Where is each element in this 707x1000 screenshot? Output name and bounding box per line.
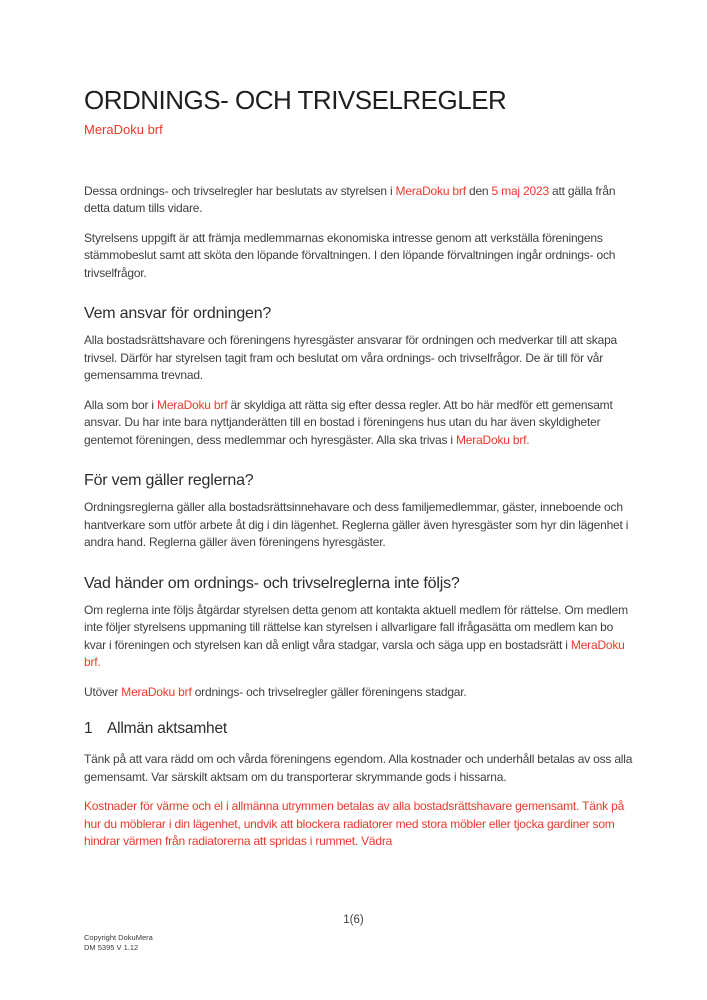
paragraph — [84, 332, 636, 385]
document-subtitle: MeraDoku brf — [84, 121, 163, 137]
paragraph — [84, 499, 636, 552]
paragraph — [84, 602, 636, 672]
paragraph — [84, 798, 636, 851]
highlighted-text-run: MeraDoku brf. — [84, 637, 625, 670]
paragraph — [84, 230, 636, 283]
highlighted-text-run: MeraDoku brf — [121, 684, 192, 699]
highlighted-text-run: 5 maj 2023 — [491, 183, 549, 198]
numbered-section-heading — [84, 719, 636, 739]
section-heading: För vem gäller reglerna? — [84, 472, 254, 490]
body-text-run: den — [465, 183, 492, 198]
body-text-run: Alla bostadsrättshavare och föreningens hyresgäster ansvarar för ordningen och medverkar till att skapa trivsel. Därför har styrelsen tagit fram och beslutat om våra ordnings- och trivselfrågor. De är till för vår gemensamma trevnad. — [84, 333, 618, 383]
highlighted-text-run: Kostnader för värme och el i allmänna utrymmen betalas av alla bostadsrättshavare gemensamt. Tänk på hur du möblerar i din lägenhet, undvik att blockera radiatorer med stora möbler eller tjocka gardiner som hindrar värmen från radiatorerna att spridas i rummet. Vädra — [84, 799, 625, 849]
heading-number: 1 — [84, 720, 93, 738]
copyright-line: Copyright DokuMera — [84, 933, 153, 942]
body-text-run: Ordningsreglerna gäller alla bostadsrättsinnehavare och dess familjemedlemmar, gäster, inneboende och hantverkare som utför arbete åt dig i din lägenhet. Reglerna gäller även hyresgäster som hyr din lägenhet i andra hand. Reglerna gäller även föreningens hyresgäster. — [84, 500, 629, 550]
body-text-run: Utöver — [84, 684, 122, 699]
body-text-run: att gälla från detta datum tills vidare. — [84, 183, 616, 216]
heading-text: Allmän aktsamhet — [107, 720, 227, 738]
highlighted-text-run: MeraDoku brf. — [456, 432, 530, 447]
body-text-run: Tänk på att vara rädd om och vårda föreningens egendom. Alla kostnader och underhåll betalas av oss alla gemensamt. Var särskilt aktsam om du transporterar skrymmande gods i hissarna. — [84, 752, 633, 784]
document-body — [84, 183, 636, 851]
section-heading: Vad händer om ordnings- och trivselreglerna inte följs? — [84, 574, 460, 592]
body-text-run: Styrelsens uppgift är att främja medlemmarnas ekonomiska intresse genom att verkställa föreningens stämmobeslut samt att sköta den löpande förvaltningen. I den löpande förvaltningen ingår ordnings- och trivselfrågor. — [84, 230, 616, 280]
paragraph — [84, 183, 636, 218]
body-text-run: Dessa ordnings- och trivselregler har beslutats av styrelsen i — [84, 183, 396, 198]
paragraph — [84, 751, 636, 786]
body-text-run: ordnings- och trivselregler gäller föreningens stadgar. — [191, 684, 467, 699]
paragraph — [84, 397, 636, 450]
body-text-run: är skyldiga att rätta sig efter dessa regler. Att bo här medför ett gemensamt ansvar. Du har inte bara nyttjanderätten till en bostad i föreningens hus utan du har även skyldigheter gentemot föreningen, dess medlemmar och hyresgäster. Alla ska trivas i — [84, 397, 613, 447]
page-number: 1(6) — [343, 914, 364, 926]
document-title: ORDNINGS- OCH TRIVSELREGLER — [84, 85, 507, 115]
paragraph — [84, 684, 636, 702]
copyright-block — [84, 933, 153, 953]
body-text-run: Alla som bor i — [84, 397, 158, 412]
highlighted-text-run: MeraDoku brf — [157, 397, 228, 412]
highlighted-text-run: MeraDoku brf — [395, 183, 466, 198]
body-text-run: Om reglerna inte följs åtgärdar styrelsen detta genom att kontakta aktuell medlem för rättelse. Om medlem inte följer styrelsens uppmaning till rättelse kan styrelsen i allvarligare fall ifrågasätta om medlem kan bo kvar i föreningen och styrelsen kan då enligt våra stadgar, varsla och säga upp en bostadsrätt i — [84, 602, 628, 652]
copyright-line: DM 5395 V 1.12 — [84, 943, 139, 952]
section-heading: Vem ansvar för ordningen? — [84, 305, 272, 323]
